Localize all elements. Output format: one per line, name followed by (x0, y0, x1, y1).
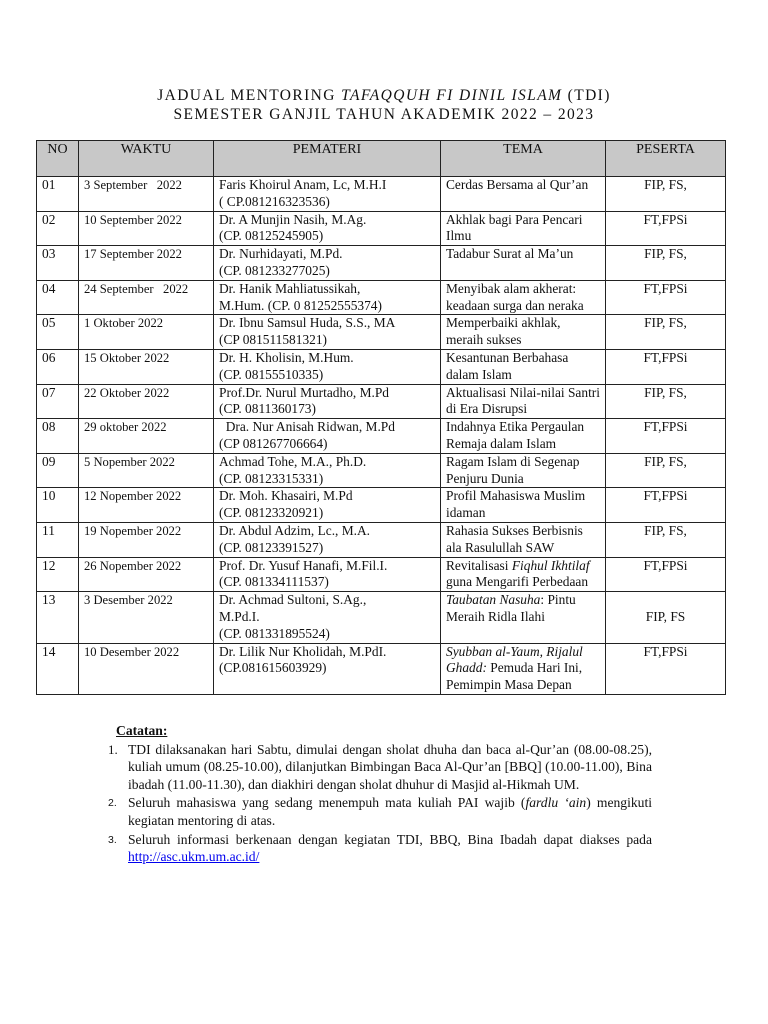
tema-segment: Profil Mahasiswa Muslim idaman (446, 488, 586, 521)
cell-waktu: 22 Oktober 2022 (79, 384, 214, 419)
tema-segment: Tadabur Surat al Ma’un (446, 246, 574, 262)
pemateri-line: Prof.Dr. Nurul Murtadho, M.Pd (219, 384, 389, 400)
cell-tema (441, 557, 606, 592)
pemateri-line: Dr. Abdul Adzim, Lc., M.A. (219, 522, 371, 538)
pemateri-line: Achmad Tohe, M.A., Ph.D. (219, 453, 367, 469)
cell-tema (441, 419, 606, 454)
title-italic: TAFAQQUH FI DINIL ISLAM (341, 87, 563, 104)
cell-no: 12 (37, 557, 79, 592)
table-row (37, 522, 726, 557)
table-row (37, 557, 726, 592)
cell-tema (441, 453, 606, 488)
tema-segment: Memperbaiki akhlak, meraih sukses (446, 315, 561, 348)
cell-no: 03 (37, 246, 79, 281)
pemateri-line: Dr. Ibnu Samsul Huda, S.S., MA (219, 315, 396, 331)
cell-no: 06 (37, 349, 79, 384)
cell-tema (441, 522, 606, 557)
cell-pemateri (214, 246, 441, 281)
tema-segment: Aktualisasi Nilai-nilai Santri di Era Disrupsi (446, 384, 600, 417)
cell-peserta: FIP, FS, (606, 522, 726, 557)
cell-peserta: FIP, FS, (606, 177, 726, 212)
cell-pemateri (214, 315, 441, 350)
tema-segment: Fiqhul Ikhtilaf (511, 557, 590, 573)
cell-no: 13 (37, 592, 79, 643)
cell-waktu: 10 Desember 2022 (79, 643, 214, 694)
cell-tema (441, 384, 606, 419)
pemateri-line: (CP. 08125245905) (219, 228, 324, 244)
pemateri-line: Dr. Achmad Sultoni, S.Ag., (219, 592, 367, 608)
note-2-pre: Seluruh mahasiswa yang sedang menempuh mata kuliah PAI wajib ( (128, 795, 526, 811)
cell-tema (441, 211, 606, 246)
table-row (37, 643, 726, 694)
table-row (37, 419, 726, 454)
pemateri-line: (CP.081615603929) (219, 660, 327, 676)
table-row (37, 280, 726, 315)
pemateri-line: (CP. 0811360173) (219, 401, 316, 417)
table-row (37, 177, 726, 212)
cell-tema (441, 592, 606, 643)
title-suffix: (TDI) (562, 87, 611, 104)
tema-segment: Akhlak bagi Para Pencari Ilmu (446, 211, 583, 244)
pemateri-line: (CP. 08155510335) (219, 366, 324, 382)
tema-segment: guna Mengarifi Perbedaan (446, 574, 589, 590)
pemateri-line: (CP. 08123315331) (219, 470, 324, 486)
cell-no: 02 (37, 211, 79, 246)
pemateri-line: (CP. 081233277025) (219, 262, 330, 278)
cell-pemateri (214, 453, 441, 488)
cell-pemateri (214, 384, 441, 419)
cell-tema (441, 315, 606, 350)
pemateri-line: (CP. 08123391527) (219, 539, 324, 555)
cell-pemateri (214, 419, 441, 454)
pemateri-line: Dr. A Munjin Nasih, M.Ag. (219, 211, 367, 227)
header-pemateri: PEMATERI (214, 141, 441, 177)
pemateri-line: Dr. Moh. Khasairi, M.Pd (219, 488, 353, 504)
tema-segment: Syubban al-Yaum, Rijalul Ghadd: (446, 643, 583, 676)
pemateri-line: (CP 081511581321) (219, 332, 327, 348)
tema-segment: : Pintu Meraih Ridla Ilahi (446, 592, 576, 624)
pemateri-line: Prof. Dr. Yusuf Hanafi, M.Fil.I. (219, 557, 388, 573)
cell-peserta: FIP, FS, (606, 315, 726, 350)
cell-tema (441, 643, 606, 694)
cell-pemateri (214, 349, 441, 384)
cell-waktu: 1 Oktober 2022 (79, 315, 214, 350)
tema-segment: Taubatan Nasuha (446, 592, 541, 608)
tema-segment: Ragam Islam di Segenap Penjuru Dunia (446, 453, 580, 486)
tema-segment: Kesantunan Berbahasa dalam Islam (446, 349, 569, 382)
cell-waktu: 17 September 2022 (79, 246, 214, 281)
note-2-italic: fardlu ‘ain (525, 795, 587, 811)
note-item-2: 2. Seluruh mahasiswa yang sedang menempuh mata kuliah PAI wajib (fardlu ‘ain) mengikuti kegiatan mentoring di atas. (108, 795, 652, 828)
cell-peserta: FIP, FS, (606, 246, 726, 281)
cell-no: 05 (37, 315, 79, 350)
cell-waktu: 12 Nopember 2022 (79, 488, 214, 523)
pemateri-line: (CP. 081334111537) (219, 574, 329, 590)
cell-no: 04 (37, 280, 79, 315)
header-peserta: PESERTA (606, 141, 726, 177)
cell-pemateri (214, 280, 441, 315)
table-row (37, 384, 726, 419)
table-row (37, 246, 726, 281)
tema-segment: Indahnya Etika Pergaulan Remaja dalam Islam (446, 419, 585, 451)
table-row (37, 315, 726, 350)
info-link[interactable]: http://asc.ukm.um.ac.id/ (128, 849, 260, 865)
cell-tema (441, 488, 606, 523)
table-row (37, 592, 726, 643)
cell-tema (441, 280, 606, 315)
cell-pemateri (214, 592, 441, 643)
table-row (37, 211, 726, 246)
cell-waktu: 5 Nopember 2022 (79, 453, 214, 488)
notes-list (108, 741, 652, 866)
cell-waktu: 3 September 2022 (79, 177, 214, 212)
cell-pemateri (214, 177, 441, 212)
pemateri-line: Faris Khoirul Anam, Lc, M.H.I (219, 177, 387, 192)
cell-tema (441, 349, 606, 384)
document-title-line-1 (0, 86, 768, 105)
tema-segment: Revitalisasi (446, 557, 512, 573)
pemateri-line: Dr. H. Kholisin, M.Hum. (219, 349, 354, 365)
pemateri-line: (CP. 081331895524) (219, 625, 330, 641)
table-row (37, 453, 726, 488)
schedule-table (36, 140, 726, 695)
table-header-row (37, 141, 726, 177)
cell-waktu: 24 September 2022 (79, 280, 214, 315)
cell-peserta: FIP, FS, (606, 453, 726, 488)
table-row (37, 349, 726, 384)
note-2-post: ) mengikuti kegiatan mentoring di atas. (128, 795, 652, 828)
cell-tema (441, 246, 606, 281)
cell-no: 08 (37, 419, 79, 454)
pemateri-line: (CP 081267706664) (219, 435, 328, 451)
cell-pemateri (214, 522, 441, 557)
title-prefix: JADUAL MENTORING (157, 87, 342, 104)
cell-waktu: 26 Nopember 2022 (79, 557, 214, 592)
table-row (37, 488, 726, 523)
pemateri-line: Dra. Nur Anisah Ridwan, M.Pd (219, 419, 395, 435)
pemateri-line: ( CP.081216323536) (219, 193, 330, 209)
cell-peserta: FT,FPSi (606, 557, 726, 592)
cell-peserta: FT,FPSi (606, 349, 726, 384)
cell-peserta: FIP, FS, (606, 384, 726, 419)
cell-waktu: 19 Nopember 2022 (79, 522, 214, 557)
notes-heading: Catatan: (116, 723, 168, 738)
document-title-line-2: SEMESTER GANJIL TAHUN AKADEMIK 2022 – 2023 (173, 106, 595, 123)
cell-peserta: FT,FPSi (606, 488, 726, 523)
cell-pemateri (214, 643, 441, 694)
header-waktu: WAKTU (79, 141, 214, 177)
header-no: NO (37, 141, 79, 177)
cell-no: 14 (37, 643, 79, 694)
note-item-1: 1. TDI dilaksanakan hari Sabtu, dimulai dengan sholat dhuha dan baca al-Qur’an (08.00-08.25), kuliah umum (08.25-10.00), dilanjutkan Bimbingan Baca Al-Qur’an [BBQ] (10.00-11.00), Bina ibadah (11.00-11.30), dan diakhiri dengan sholat dhuhur di Masjid al-Hikmah UM. (108, 741, 652, 792)
tema-segment: Cerdas Bersama al Qur’an (446, 177, 589, 192)
pemateri-line: M.Pd.I. (219, 608, 260, 624)
header-tema: TEMA (441, 141, 606, 177)
cell-peserta: FT,FPSi (606, 419, 726, 454)
cell-waktu: 15 Oktober 2022 (79, 349, 214, 384)
tema-segment: Rahasia Sukses Berbisnis ala Rasulullah SAW (446, 522, 583, 555)
cell-peserta: FT,FPSi (606, 280, 726, 315)
tema-segment: Menyibak alam akherat: keadaan surga dan neraka (446, 280, 584, 313)
cell-no: 10 (37, 488, 79, 523)
cell-waktu: 10 September 2022 (79, 211, 214, 246)
note-item-3: 3. Seluruh informasi berkenaan dengan kegiatan TDI, BBQ, Bina Ibadah dapat diakses pada http://asc.ukm.um.ac.id/ (108, 831, 652, 865)
cell-no: 01 (37, 177, 79, 212)
cell-waktu: 3 Desember 2022 (79, 592, 214, 643)
note-1-text: TDI dilaksanakan hari Sabtu, dimulai dengan sholat dhuha dan baca al-Qur’an (08.00-08.25), kuliah umum (08.25-10.00), dilanjutkan Bimbingan Baca Al-Qur’an [BBQ] (10.00-11.00), Bina ibadah (11.00-11.30), dan diakhiri dengan sholat dhuhur di Masjid al-Hikmah UM. (128, 741, 652, 792)
cell-no: 11 (37, 522, 79, 557)
cell-peserta: FT,FPSi (606, 211, 726, 246)
tema-segment: Pemuda Hari Ini, Pemimpin Masa Depan (446, 660, 583, 693)
cell-no: 07 (37, 384, 79, 419)
pemateri-line: M.Hum. (CP. 0 81252555374) (219, 297, 382, 313)
pemateri-line: Dr. Hanik Mahliatussikah, (219, 280, 361, 296)
cell-tema (441, 177, 606, 212)
cell-pemateri (214, 557, 441, 592)
pemateri-line: (CP. 08123320921) (219, 505, 324, 521)
note-3-pre: Seluruh informasi berkenaan dengan kegiatan TDI, BBQ, Bina Ibadah dapat diakses pada (128, 831, 652, 847)
pemateri-line: Dr. Lilik Nur Kholidah, M.PdI. (219, 643, 387, 659)
pemateri-line: Dr. Nurhidayati, M.Pd. (219, 246, 343, 262)
cell-no: 09 (37, 453, 79, 488)
cell-pemateri (214, 488, 441, 523)
table-body (37, 177, 726, 695)
cell-peserta: FT,FPSi (606, 643, 726, 694)
cell-waktu: 29 oktober 2022 (79, 419, 214, 454)
cell-pemateri (214, 211, 441, 246)
notes-section (108, 722, 652, 867)
cell-peserta: FIP, FS (606, 592, 726, 643)
